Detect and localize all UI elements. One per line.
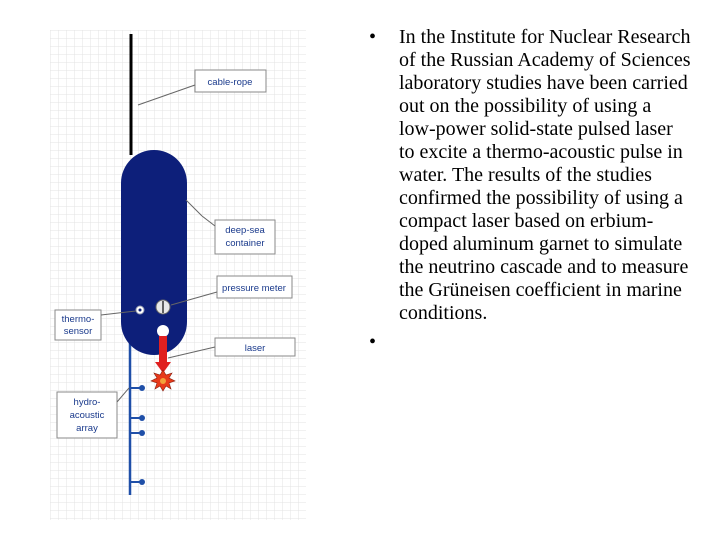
bullet-marker: • (369, 26, 377, 48)
svg-text:array: array (76, 423, 98, 434)
pressure-meter (156, 300, 170, 314)
svg-text:hydro-: hydro- (73, 397, 101, 408)
svg-text:thermo-: thermo- (61, 314, 95, 325)
svg-text:cable-rope: cable-rope (207, 77, 253, 88)
svg-text:laser: laser (244, 343, 266, 354)
deep-sea-container (121, 150, 187, 355)
bullet-list (362, 26, 692, 354)
svg-text:pressure meter: pressure meter (222, 283, 286, 294)
bullet-text: In the Institute for Nuclear Research of the Russian Academy of Sciences laboratory studies have been carried out on the possibility of using a low-power solid-state pulsed laser to excite a thermo-acoustic pulse in water. The results of the studies confirmed the possibility of using a compact laser based on erbium-doped aluminum garnet to simulate the neutrino cascade and to measure the Grüneisen coefficient in marine conditions. (399, 26, 691, 324)
svg-text:deep-sea: deep-sea (225, 225, 265, 236)
bullet-item (362, 26, 692, 325)
bullet-item-empty (362, 331, 692, 354)
apparatus-diagram (50, 30, 306, 520)
svg-text:sensor: sensor (63, 326, 93, 337)
bullet-marker: • (369, 331, 377, 353)
svg-text:acoustic: acoustic (69, 410, 105, 421)
svg-text:container: container (225, 238, 265, 249)
